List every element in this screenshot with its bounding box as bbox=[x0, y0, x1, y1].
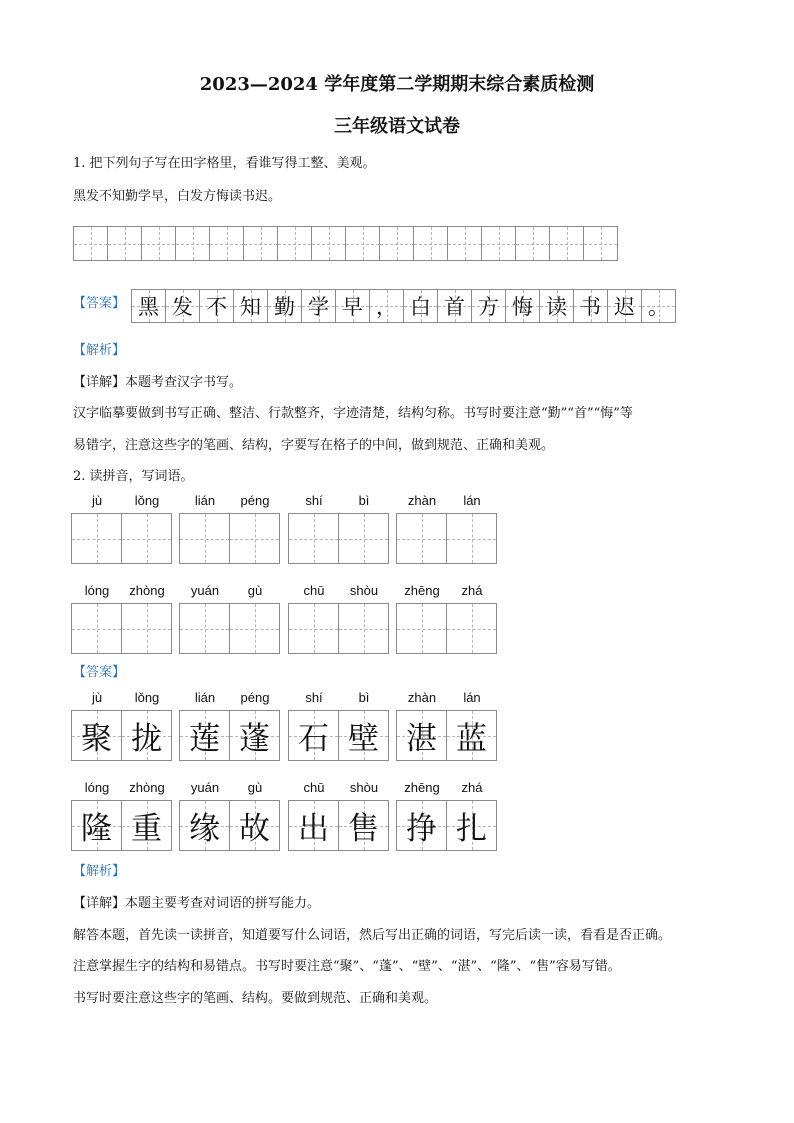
answer-cell: 蓝 bbox=[446, 710, 497, 761]
grid-cell bbox=[446, 513, 497, 564]
answer-cell: 壁 bbox=[338, 710, 389, 761]
answer-cell: 迟 bbox=[607, 289, 642, 323]
answer-cell: 发 bbox=[165, 289, 200, 323]
grid-cell bbox=[311, 226, 346, 261]
grid-cell bbox=[229, 513, 280, 564]
grid-cell bbox=[179, 603, 230, 654]
grid-cell bbox=[175, 226, 210, 261]
q2-practice-word: zhàn lán bbox=[397, 493, 497, 564]
grid-cell bbox=[379, 226, 414, 261]
answer-cell: 勤 bbox=[267, 289, 302, 323]
exam-title: 2023—2024 学年度第二学期期末综合素质检测 bbox=[199, 74, 595, 95]
grid-cell bbox=[338, 603, 389, 654]
answer-cell: 缘 bbox=[179, 800, 230, 851]
grid-cell bbox=[73, 226, 108, 261]
answer-cell: 重 bbox=[121, 800, 172, 851]
answer-cell: 售 bbox=[338, 800, 389, 851]
answer-cell: 黑 bbox=[131, 289, 166, 323]
grid-cell bbox=[288, 603, 339, 654]
grid-cell bbox=[71, 603, 122, 654]
q1-prompt: 1. 把下列句子写在田字格里，看谁写得工整、美观。 bbox=[73, 156, 376, 171]
grid-cell bbox=[179, 513, 230, 564]
q1-analysis-tag: 【解析】 bbox=[73, 343, 126, 358]
answer-cell: 拢 bbox=[121, 710, 172, 761]
answer-cell: 石 bbox=[288, 710, 339, 761]
q2-explanation-line-2: 注意掌握生字的结构和易错点。书写时要注意“聚”、“蓬”、“壁”、“湛”、“隆”、“售”容易写错。 bbox=[73, 959, 621, 974]
answer-cell: 隆 bbox=[71, 800, 122, 851]
answer-cell: ， bbox=[369, 289, 404, 323]
q2-detail: 【详解】本题主要考查对词语的拼写能力。 bbox=[73, 896, 321, 911]
q2-explanation-line-1: 解答本题，首先读一读拼音，知道要写什么词语，然后写出正确的词语，写完后读一读，看看是否正确。 bbox=[73, 928, 672, 943]
q1-explanation-line-1: 汉字临摹要做到书写正确、整洁、行款整齐，字迹清楚，结构匀称。书写时要注意“勤”“首”“悔”等 bbox=[73, 406, 633, 421]
q2-prompt: 2. 读拼音，写词语。 bbox=[73, 469, 194, 484]
q1-detail: 【详解】本题考查汉字书写。 bbox=[73, 375, 243, 390]
grid-cell bbox=[107, 226, 142, 261]
grid-cell bbox=[481, 226, 516, 261]
grid-cell bbox=[515, 226, 550, 261]
answer-cell: 知 bbox=[233, 289, 268, 323]
answer-cell: 读 bbox=[539, 289, 574, 323]
q2-answer-word: zhàn lán 湛 蓝 bbox=[397, 690, 497, 761]
answer-cell: 白 bbox=[403, 289, 438, 323]
q2-answer-word: zhēng zhá 挣 扎 bbox=[397, 780, 497, 851]
answer-cell: 蓬 bbox=[229, 710, 280, 761]
grid-cell bbox=[229, 603, 280, 654]
answer-cell: 湛 bbox=[396, 710, 447, 761]
grid-cell bbox=[121, 603, 172, 654]
answer-cell: 故 bbox=[229, 800, 280, 851]
q2-explanation-line-3: 书写时要注意这些字的笔画、结构。要做到规范、正确和美观。 bbox=[73, 991, 438, 1006]
grid-cell bbox=[141, 226, 176, 261]
answer-cell: 聚 bbox=[71, 710, 122, 761]
grid-cell bbox=[288, 513, 339, 564]
q2-practice-word: shí bì bbox=[289, 493, 389, 564]
answer-cell: 不 bbox=[199, 289, 234, 323]
grid-cell bbox=[121, 513, 172, 564]
answer-cell: 挣 bbox=[396, 800, 447, 851]
q2-answer-tag: 【答案】 bbox=[73, 665, 126, 680]
q2-practice-word: zhēng zhá bbox=[397, 583, 497, 654]
grid-cell bbox=[338, 513, 389, 564]
q2-practice-word: lián péng bbox=[180, 493, 280, 564]
q2-practice-word: lóng zhòng bbox=[72, 583, 172, 654]
grid-cell bbox=[243, 226, 278, 261]
grid-cell bbox=[209, 226, 244, 261]
grid-cell bbox=[447, 226, 482, 261]
exam-subtitle: 三年级语文试卷 bbox=[334, 116, 460, 137]
q1-answer-tag: 【答案】 bbox=[73, 296, 126, 311]
q2-practice-word: jù lǒng bbox=[72, 493, 172, 564]
answer-cell: 首 bbox=[437, 289, 472, 323]
answer-cell: 学 bbox=[301, 289, 336, 323]
grid-cell bbox=[413, 226, 448, 261]
answer-cell: 书 bbox=[573, 289, 608, 323]
q1-answer-grid bbox=[132, 289, 676, 323]
q2-answer-word: shí bì 石 壁 bbox=[289, 690, 389, 761]
grid-cell bbox=[583, 226, 618, 261]
grid-cell bbox=[549, 226, 584, 261]
q2-answer-word: lián péng 莲 蓬 bbox=[180, 690, 280, 761]
answer-cell: 出 bbox=[288, 800, 339, 851]
q2-answer-word: jù lǒng 聚 拢 bbox=[72, 690, 172, 761]
grid-cell bbox=[71, 513, 122, 564]
answer-cell: 方 bbox=[471, 289, 506, 323]
q1-sentence: 黑发不知勤学早，白发方悔读书迟。 bbox=[73, 189, 282, 204]
answer-cell: 莲 bbox=[179, 710, 230, 761]
q2-analysis-tag: 【解析】 bbox=[73, 864, 126, 879]
q2-answer-word: chū shòu 出 售 bbox=[289, 780, 389, 851]
answer-cell: 悔 bbox=[505, 289, 540, 323]
q1-explanation-line-2: 易错字，注意这些字的笔画、结构，字要写在格子的中间，做到规范、正确和美观。 bbox=[73, 438, 555, 453]
answer-cell: 早 bbox=[335, 289, 370, 323]
grid-cell bbox=[396, 603, 447, 654]
q2-answer-word: lóng zhòng 隆 重 bbox=[72, 780, 172, 851]
grid-cell bbox=[345, 226, 380, 261]
q1-practice-grid bbox=[74, 226, 618, 261]
grid-cell bbox=[396, 513, 447, 564]
q2-practice-word: yuán gù bbox=[180, 583, 280, 654]
q2-practice-word: chū shòu bbox=[289, 583, 389, 654]
answer-cell: 。 bbox=[641, 289, 676, 323]
q2-answer-word: yuán gù 缘 故 bbox=[180, 780, 280, 851]
answer-cell: 扎 bbox=[446, 800, 497, 851]
grid-cell bbox=[277, 226, 312, 261]
grid-cell bbox=[446, 603, 497, 654]
